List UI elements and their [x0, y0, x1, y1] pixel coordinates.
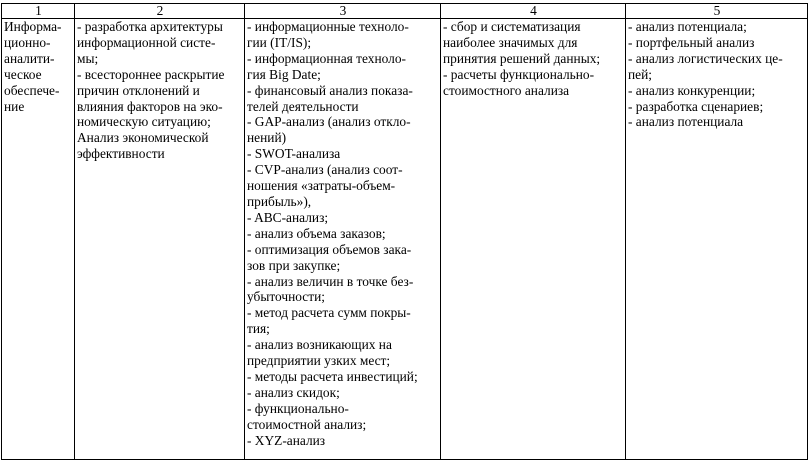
- column-number-2: 2: [75, 4, 245, 19]
- cell-text-line: стоимостного анализа: [443, 82, 570, 98]
- cell-text-line: наиболее значимых для: [443, 34, 578, 50]
- column-number-5: 5: [626, 4, 808, 19]
- cell-text-line: принятия решений данных;: [443, 50, 601, 66]
- cell-text-line: - CVP-анализ (анализ соот-: [247, 162, 403, 178]
- cell-col4: [441, 19, 626, 460]
- cell-text-line: причин отклонений и: [77, 82, 200, 98]
- cell-text-line: пей;: [628, 66, 652, 82]
- cell-text-line: гии (IT/IS);: [247, 34, 312, 50]
- cell-text-line: предприятии узких мест;: [247, 353, 391, 369]
- cell-text-line: - метод расчета сумм покры-: [247, 305, 411, 321]
- cell-text-line: - анализ объема заказов;: [247, 225, 386, 241]
- cell-text-line: - информационные техноло-: [247, 19, 409, 34]
- cell-text-line: мы;: [77, 50, 99, 66]
- cell-text-line: - анализ потенциала: [628, 114, 744, 130]
- cell-text-line: ционно-: [4, 34, 51, 50]
- cell-col5: [626, 19, 808, 460]
- cell-text-line: - методы расчета инвестиций;: [247, 368, 418, 384]
- cell-text-line: - функционально-: [247, 400, 349, 416]
- cell-text-line: - портфельный анализ: [628, 34, 755, 50]
- cell-text-line: - анализ логистических це-: [628, 50, 783, 66]
- cell-text-line: - сбор и систематизация: [443, 19, 581, 34]
- cell-text-line: - GAP-анализ (анализ откло-: [247, 114, 411, 130]
- cell-text-line: аналити-: [4, 50, 55, 66]
- cell-text-line: - расчеты функционально-: [443, 66, 595, 82]
- cell-col3: [245, 19, 441, 460]
- cell-text-line: - анализ конкуренции;: [628, 82, 756, 98]
- cell-text-line: убыточности;: [247, 289, 325, 305]
- cell-text-line: ношения «затраты-объем-: [247, 178, 396, 194]
- cell-text-line: - разработка сценариев;: [628, 98, 764, 114]
- cell-text-line: - оптимизация объемов зака-: [247, 241, 412, 257]
- cell-text-line: номическую ситуацию;: [77, 114, 211, 130]
- cell-col2: [75, 19, 245, 460]
- cell-text-line: прибыль»),: [247, 193, 312, 209]
- cell-text-line: зов при закупке;: [247, 257, 341, 273]
- analysis-methods-table: [1, 3, 808, 460]
- cell-text-line: информационной систе-: [77, 34, 216, 50]
- cell-text-line: - всестороннее раскрытие: [77, 66, 225, 82]
- cell-text-line: - финансовый анализ показа-: [247, 82, 413, 98]
- table-row: [2, 19, 808, 460]
- cell-text-line: - анализ величин в точке без-: [247, 273, 414, 289]
- cell-text-line: ние: [4, 98, 25, 114]
- cell-text-line: - анализ потенциала;: [628, 19, 747, 34]
- cell-text-line: Информа-: [4, 19, 62, 34]
- cell-text-line: обеспече-: [4, 82, 60, 98]
- cell-text-line: - SWOT-анализа: [247, 146, 341, 162]
- cell-text-line: телей деятельности: [247, 98, 359, 114]
- column-number-3: 3: [245, 4, 441, 19]
- cell-text-line: ческое: [4, 66, 42, 82]
- cell-text-line: - информационная техноло-: [247, 50, 406, 66]
- cell-text-line: влияния факторов на эко-: [77, 98, 223, 114]
- column-number-4: 4: [441, 4, 626, 19]
- cell-text-line: - анализ скидок;: [247, 384, 340, 400]
- cell-text-line: - разработка архитектуры: [77, 19, 223, 34]
- cell-text-line: - анализ возникающих на: [247, 337, 392, 353]
- cell-text-line: эффективности: [77, 146, 165, 162]
- cell-col1: [2, 19, 75, 460]
- cell-text-line: - ABC-анализ;: [247, 209, 329, 225]
- header-row: [2, 4, 808, 19]
- cell-text-line: нений): [247, 130, 287, 146]
- cell-text-line: стоимостной анализ;: [247, 416, 367, 432]
- cell-text-line: гия Big Date;: [247, 66, 321, 82]
- column-number-1: 1: [2, 4, 75, 19]
- cell-text-line: - XYZ-анализ: [247, 432, 326, 448]
- cell-text-line: тия;: [247, 321, 270, 337]
- cell-text-line: Анализ экономической: [77, 130, 209, 146]
